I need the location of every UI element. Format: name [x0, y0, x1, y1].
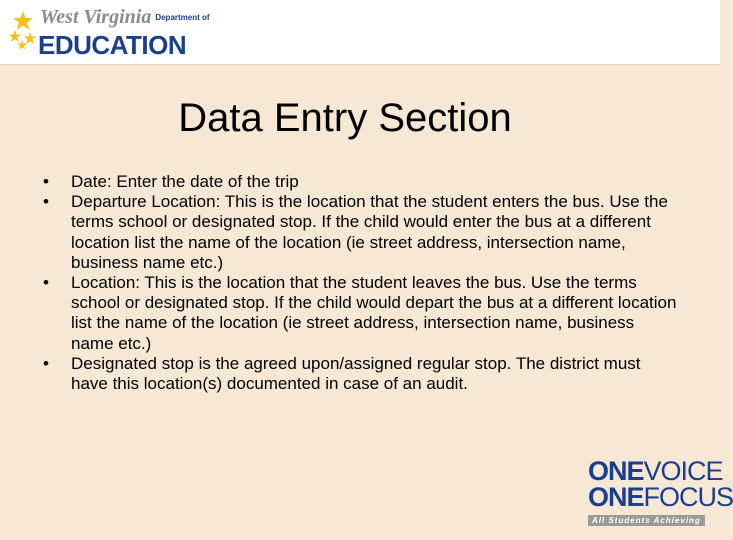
logo-department-text: Department of	[155, 13, 210, 22]
brand-focus: FOCUS	[643, 482, 733, 512]
brand-voice: VOICE	[643, 456, 723, 486]
wv-education-logo	[8, 4, 210, 60]
logo-education-text: EDUCATION	[38, 30, 187, 60]
bullet-item-date: • Date: Enter the date of the trip	[40, 172, 680, 192]
header-bar	[0, 0, 720, 65]
brand-one-1: ONE	[588, 456, 644, 486]
stars-icon	[8, 10, 38, 52]
bullet-item-departure-location: • Departure Location: This is the location that the student enters the bus. Use the terms school or designated stop. If the child would enter the bus at a different location list the name of the location (ie street address, intersection name, business name etc.)	[40, 192, 680, 273]
brand-line-1	[588, 456, 723, 486]
logo-state-name	[40, 6, 210, 29]
brand-line-2	[588, 482, 733, 512]
one-voice-one-focus-logo	[588, 456, 733, 525]
bullet-item-designated-stop: • Designated stop is the agreed upon/assigned regular stop. The district must have this location(s) documented in case of an audit.	[40, 354, 680, 394]
logo-state-text: West Virginia	[40, 6, 152, 28]
brand-one-2: ONE	[588, 482, 644, 512]
slide-title: Data Entry Section	[178, 96, 512, 140]
bullet-list	[40, 172, 680, 394]
bullet-item-location: • Location: This is the location that the student leaves the bus. Use the terms school or designated stop. If the child would depart the bus at a different location list the name of the location (ie street address, intersection name, business name etc.)	[40, 273, 680, 354]
brand-tagline: All Students Achieving	[588, 515, 705, 526]
